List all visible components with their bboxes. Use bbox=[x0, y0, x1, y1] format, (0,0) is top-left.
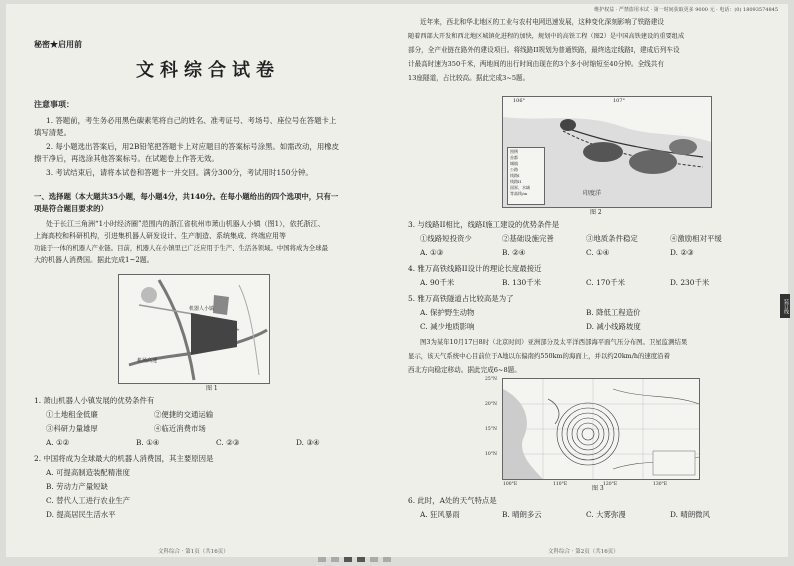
q3-choice: C. ①④ bbox=[586, 248, 610, 257]
header-note: 维护权益 · 严禁盗用本试 · 第一时间获取更多 9000 元 · 电话：(0) 18093574845 bbox=[594, 7, 778, 13]
figure-1-svg bbox=[119, 275, 269, 383]
figure-3-map bbox=[485, 377, 700, 487]
note-line: 擦干净后，再选涂其他答案标号。在试题卷上作答无效。 bbox=[34, 154, 219, 163]
fig3-lon-label: 130°E bbox=[653, 482, 668, 487]
footer-page-right: 文科综合 · 第2页（共16页） bbox=[548, 549, 619, 555]
page-mark bbox=[383, 557, 391, 562]
q5-choice: A. 保护野生动物 bbox=[420, 308, 475, 317]
legend-item: 等高线/m bbox=[510, 191, 528, 196]
fig2-lon-label: 106° bbox=[513, 98, 526, 104]
q3-choice: D. ②③ bbox=[670, 248, 694, 257]
q6-choice: A. 狂风暴雨 bbox=[420, 510, 460, 519]
q6-choice: C. 大雾弥漫 bbox=[586, 510, 626, 519]
question-4: 4. 雅万高铁线路II设计的理论长度最接近 bbox=[408, 264, 542, 273]
intro-line: 大的机器人消费国。据此完成1~2题。 bbox=[34, 256, 154, 264]
page-mark bbox=[357, 557, 365, 562]
q2-option: B. 劳动力产量短缺 bbox=[46, 482, 108, 491]
note-line: 1. 答题前，考生务必用黑色碳素笔将自己的姓名、准考证号、考场号、座位号在答题卡上 bbox=[46, 116, 337, 125]
legend-item: 公路 bbox=[510, 167, 518, 172]
secret-label: 秘密★启用前 bbox=[34, 39, 82, 49]
q5-choice: D. 减小线路坡度 bbox=[586, 322, 641, 331]
q6-choice: D. 晴朗微风 bbox=[670, 510, 710, 519]
fig3-lat-label: 20°N bbox=[485, 402, 497, 407]
q3-option: ③地质条件稳定 bbox=[586, 234, 638, 243]
q1-choice: A. ①② bbox=[46, 438, 70, 447]
note-line: 3. 考试结束后，请将本试卷和答题卡一并交回。满分300分，考试用时150分钟。 bbox=[46, 168, 313, 177]
figure-3-caption: 图 3 bbox=[592, 485, 604, 492]
q3-option: ④激励相对平缓 bbox=[670, 234, 722, 243]
intro-line: 功能于一体的机器人产业链。目前，机器人在小镇里已广泛应用于生产、生活各领域。中国将成为全球最 bbox=[34, 244, 328, 252]
fig1-road-label: 机场高速 bbox=[137, 358, 158, 364]
page-mark bbox=[370, 557, 378, 562]
q1-choice: D. ③④ bbox=[296, 438, 320, 447]
q1-option: ④临近消费市场 bbox=[154, 424, 206, 433]
q4-choice: D. 230千米 bbox=[670, 278, 710, 287]
figure-1-map bbox=[118, 274, 270, 384]
q5-choice: B. 降低工程造价 bbox=[586, 308, 641, 317]
figure-3-svg bbox=[503, 379, 699, 479]
q1-option: ①土地租金低廉 bbox=[46, 410, 98, 419]
q2-option: A. 可提高制造装配精准度 bbox=[46, 468, 130, 477]
q6-choice: B. 晴朗多云 bbox=[502, 510, 542, 519]
question-3: 3. 与线路II相比，线路I施工建设的优势条件是 bbox=[408, 220, 560, 229]
fig3-lat-label: 10°N bbox=[485, 452, 497, 457]
q1-choice: B. ①④ bbox=[136, 438, 160, 447]
side-binding-tab: 装订线 bbox=[780, 294, 790, 318]
fig2-legend bbox=[507, 147, 545, 205]
figure-1-caption: 图 1 bbox=[206, 385, 218, 392]
fig3-intro-line: 图3为某年10月17日8时（北京时间）亚洲部分及太平洋西部海平面气压分布图。卫星监测结果 bbox=[420, 338, 688, 346]
q3-choice: A. ①③ bbox=[420, 248, 444, 257]
right-intro-line: 计最高时速为350千米，两地间的出行时间由现在的3个多小时缩短至40分钟。全线共有 bbox=[408, 60, 664, 68]
q4-choice: A. 90千米 bbox=[420, 278, 455, 287]
fig3-intro-line: 显示，该天气系统中心目前位于A地以东偏南约550km的海面上，并以约20km/h的速度沿着 bbox=[408, 352, 670, 360]
figure-2-caption: 图 2 bbox=[590, 209, 602, 216]
page-mark bbox=[331, 557, 339, 562]
page-mark bbox=[318, 557, 326, 562]
page-title: 文科综合试卷 bbox=[136, 60, 280, 81]
q1-choice: C. ②③ bbox=[216, 438, 240, 447]
fig3-lon-label: 110°E bbox=[553, 482, 568, 487]
right-intro-line: 部分，全产业链在路外的建设项目。将线路II规划为普通铁路，最终选定线路I，建成后列车设 bbox=[408, 46, 680, 54]
fig3-lat-label: 15°N bbox=[485, 427, 497, 432]
right-intro-line: 近年来，西北和华北地区的工业与农村电网迅速发展，这种变化深刻影响了铁路建设 bbox=[420, 18, 664, 26]
intro-line: 处于长江三角洲“1小时经济圈”范围内的浙江省杭州市萧山机器人小镇（图1），依托浙江、 bbox=[46, 220, 325, 228]
legend-item: 国界、水域 bbox=[510, 185, 530, 190]
figure-2-map bbox=[502, 96, 712, 208]
exam-sheet bbox=[6, 4, 788, 557]
note-line: 2. 每小题选出答案后，用2B铅笔把答题卡上对应题目的答案标号涂黑。如需改动，用橡皮 bbox=[46, 142, 339, 151]
q4-choice: C. 170千米 bbox=[586, 278, 625, 287]
question-2: 2. 中国将成为全球最大的机器人消费国，其主要原因是 bbox=[34, 454, 214, 463]
intro-line: 上海高校和科研机构，引进集机器人研发设计、生产制造、系统集成、终端应用等 bbox=[34, 232, 286, 240]
question-6: 6. 此时，A处的天气特点是 bbox=[408, 496, 497, 505]
question-1: 1. 萧山机器人小镇发展的优势条件有 bbox=[34, 396, 155, 405]
fig2-lon-label: 107° bbox=[613, 98, 626, 104]
q2-option: D. 提高居民生活水平 bbox=[46, 510, 116, 519]
question-5: 5. 雅万高铁隧道占比较高是为了 bbox=[408, 294, 514, 303]
legend-item: 线路I bbox=[510, 173, 520, 178]
q3-choice: B. ②④ bbox=[502, 248, 526, 257]
fig3-lat-label: 25°N bbox=[485, 377, 497, 382]
section-heading: 一、选择题（本大题共35小题，每小题4分，共140分。在每小题给出的四个选项中，只有一 bbox=[34, 192, 339, 201]
fig3-lon-label: 100°E bbox=[503, 482, 518, 487]
legend-item: 首都 bbox=[510, 155, 518, 160]
section-heading-cont: 项是符合题目要求的） bbox=[34, 204, 108, 213]
legend-item: 图例 bbox=[510, 149, 518, 154]
q1-option: ②便捷的交通运输 bbox=[154, 410, 214, 419]
q1-option: ③科研力量雄厚 bbox=[46, 424, 98, 433]
right-intro-line: 13座隧道，占比较高。据此完成3~5题。 bbox=[408, 74, 530, 82]
footer-page-left: 文科综合 · 第1页（共16页） bbox=[158, 549, 229, 555]
q5-choice: C. 减少地质影响 bbox=[420, 322, 475, 331]
fig1-town-label: 机器人小镇 bbox=[189, 306, 215, 312]
legend-item: 城镇 bbox=[510, 161, 518, 166]
page-mark bbox=[344, 557, 352, 562]
right-intro-line: 随着西部大开发和西北地区城镇化进程的加快，规划中的高铁工程（图2）是中国高铁建设的重要组成 bbox=[408, 33, 685, 40]
q3-option: ②基础设施完善 bbox=[502, 234, 554, 243]
notes-title: 注意事项： bbox=[34, 99, 74, 109]
q3-option: ①线路短投资少 bbox=[420, 234, 472, 243]
q4-choice: B. 130千米 bbox=[502, 278, 542, 287]
note-line: 填写清楚。 bbox=[34, 128, 71, 137]
page-marks bbox=[318, 547, 396, 566]
legend-item: 线路II bbox=[510, 179, 522, 184]
fig3-intro-line: 西北方向稳定移动。据此完成6~8题。 bbox=[408, 366, 521, 374]
q2-option: C. 替代人工进行农业生产 bbox=[46, 496, 130, 505]
fig3-lon-label: 120°E bbox=[603, 482, 618, 487]
fig2-sea-label: 印度洋 bbox=[583, 190, 602, 197]
